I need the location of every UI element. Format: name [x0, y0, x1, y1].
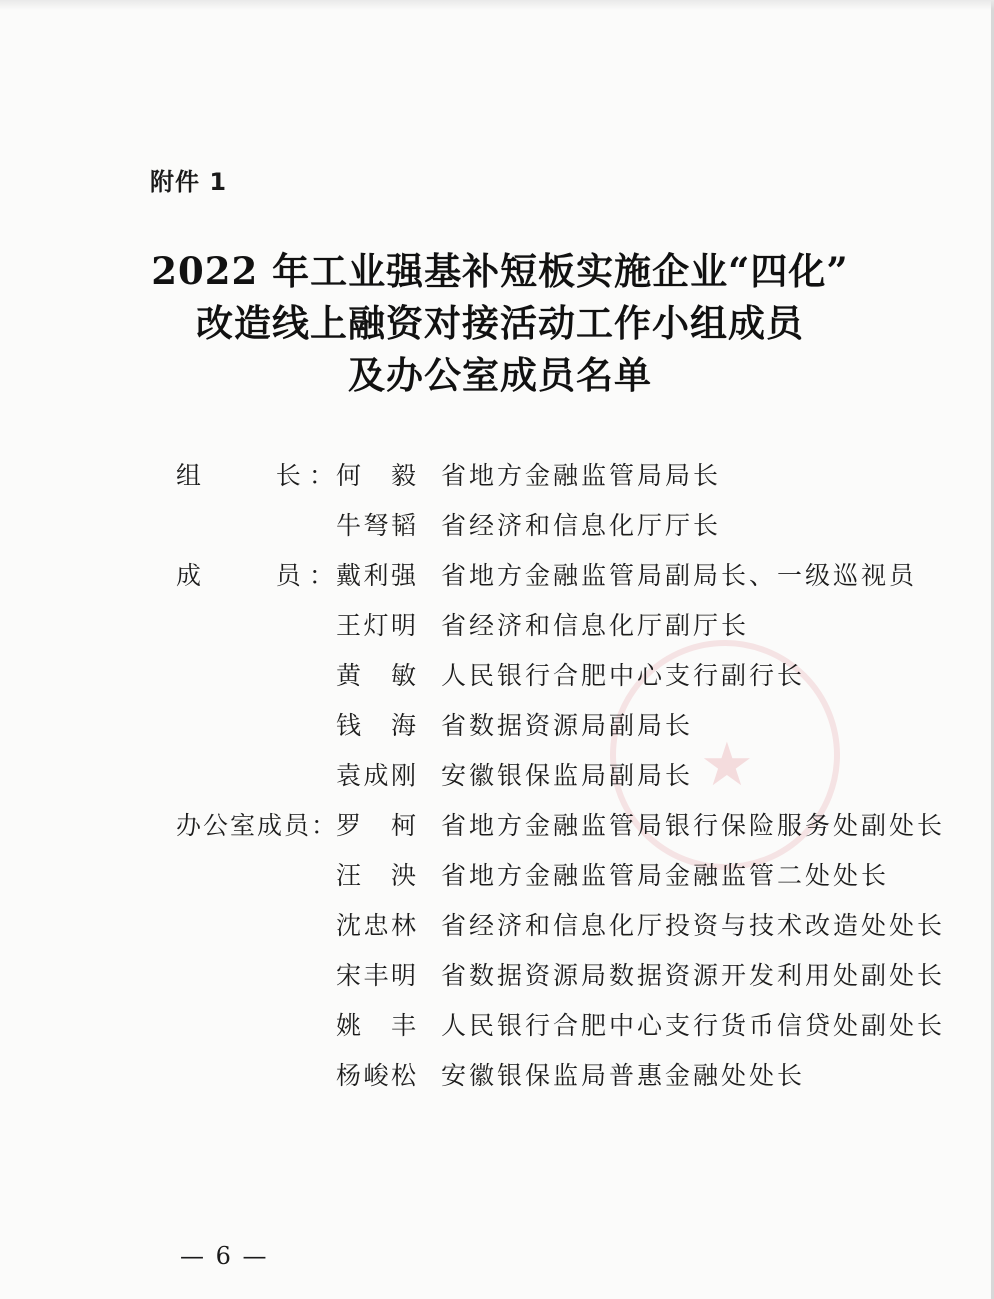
- member-name: 沈忠林: [336, 911, 416, 940]
- member-position: 安徽银保监局普惠金融处处长: [441, 1061, 806, 1090]
- page-number: — 6 —: [180, 1242, 269, 1270]
- member-position: 省经济和信息化厅投资与技术改造处处长: [441, 911, 946, 940]
- member-name: 牛弩韬: [336, 511, 416, 540]
- title-line-2: 改造线上融资对接活动工作小组成员: [196, 301, 804, 345]
- member-position: 省地方金融监管局金融监管二处处长: [441, 861, 890, 890]
- member-name: 汪 泱: [336, 861, 416, 890]
- member-position: 安徽银保监局副局长: [441, 761, 694, 790]
- member-position: 省地方金融监管局局长: [441, 461, 722, 490]
- document-title: [100, 245, 900, 401]
- member-position: 省经济和信息化厅厅长: [441, 511, 722, 540]
- seal-star-icon: ★: [700, 730, 754, 800]
- role-label: 组 长：: [176, 461, 336, 490]
- member-position: 省地方金融监管局副局长、一级巡视员: [441, 561, 918, 590]
- member-name: 戴利强: [336, 561, 416, 590]
- role-label: 成 员：: [176, 561, 336, 590]
- member-position: 省数据资源局数据资源开发利用处副处长: [441, 961, 946, 990]
- member-name: 王灯明: [336, 611, 416, 640]
- member-name: 袁成刚: [336, 761, 416, 790]
- member-position: 省数据资源局副局长: [441, 711, 694, 740]
- member-name: 黄 敏: [336, 661, 416, 690]
- page-edge: [0, 0, 994, 10]
- member-position: 人民银行合肥中心支行副行长: [441, 661, 806, 690]
- member-position: 省经济和信息化厅副厅长: [441, 611, 750, 640]
- member-name: 罗 柯: [336, 811, 416, 840]
- member-name: 杨峻松: [336, 1061, 416, 1090]
- member-name: 何 毅: [336, 461, 416, 490]
- member-position: 人民银行合肥中心支行货币信贷处副处长: [441, 1011, 946, 1040]
- title-line-3: 及办公室成员名单: [348, 353, 652, 397]
- attachment-label: 附件 1: [150, 168, 228, 196]
- member-position: 省地方金融监管局银行保险服务处副处长: [441, 811, 946, 840]
- member-name: 姚 丰: [336, 1011, 416, 1040]
- title-line-1: 2022 年工业强基补短板实施企业“四化”: [151, 249, 849, 293]
- member-name: 钱 海: [336, 711, 416, 740]
- role-label: 办公室成员：: [176, 811, 339, 840]
- member-name: 宋丰明: [336, 961, 416, 990]
